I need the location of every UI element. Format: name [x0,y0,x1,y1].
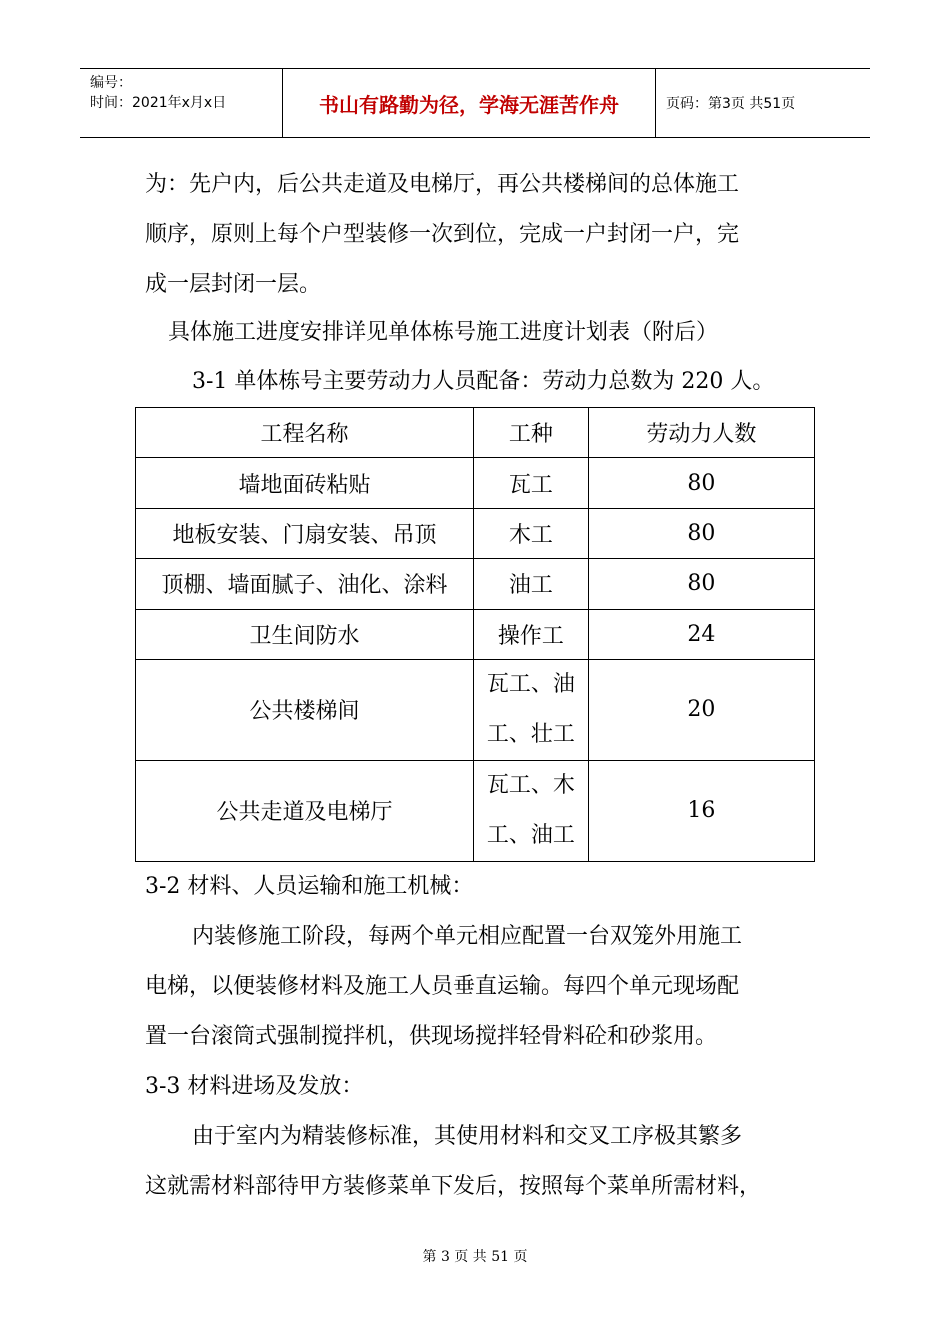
cell-trade-line: 瓦工、木 [486,772,575,798]
table-row [136,659,815,760]
table-header-row [136,408,815,458]
header-motto: 书山有路勤为径，学海无涯苦作舟 [283,69,656,137]
paragraph-line: 成一层封闭一层。 [145,272,322,297]
paragraph-line: 顺序，原则上每个户型装修一次到位，完成一户封闭一户，完 [145,222,740,247]
cell-trade [473,760,588,861]
labor-summary: 3-1 单体栋号主要劳动力人员配备：劳动力总数为 220 人。 [192,369,775,394]
cell-trade: 瓦工 [473,458,588,508]
document-time: 时间：2021年x月x日 [90,95,227,111]
cell-project-name: 顶棚、墙面腻子、油化、涂料 [136,559,474,609]
cell-count: 20 [588,659,814,760]
page-footer: 第 3 页 共 51 页 [422,1249,528,1265]
header-page-info: 页码：第3页 共51页 [666,96,796,112]
paragraph-line: 电梯，以便装修材料及施工人员垂直运输。每四个单元现场配 [145,974,740,999]
cell-trade: 木工 [473,508,588,558]
cell-count: 80 [588,458,814,508]
column-header: 工程名称 [136,408,474,458]
paragraph-line: 具体施工进度安排详见单体栋号施工进度计划表（附后） [168,320,719,345]
paragraph-line: 由于室内为精装修标准，其使用材料和交叉工序极其繁多 [192,1124,743,1149]
paragraph-line: 这就需材料部待甲方装修菜单下发后，按照每个菜单所需材料， [145,1174,762,1199]
cell-count: 80 [588,559,814,609]
paragraph-line: 置一台滚筒式强制搅拌机，供现场搅拌轻骨料砼和砂浆用。 [145,1024,718,1049]
cell-count: 24 [588,609,814,659]
cell-count: 16 [588,760,814,861]
paragraph-line: 为：先户内，后公共走道及电梯厅，再公共楼梯间的总体施工 [145,172,740,197]
cell-trade: 操作工 [473,609,588,659]
table-row [136,508,815,558]
cell-project-name: 公共走道及电梯厅 [136,760,474,861]
table-row [136,458,815,508]
page-header [80,68,870,138]
cell-trade-line: 瓦工、油 [486,671,575,697]
cell-project-name: 卫生间防水 [136,609,474,659]
section-heading: 3-3 材料进场及发放： [145,1074,364,1099]
cell-trade-line: 工、壮工 [486,721,575,747]
cell-trade-line: 工、油工 [486,822,575,848]
cell-trade [473,659,588,760]
table-row [136,760,815,861]
cell-project-name: 地板安装、门扇安装、吊顶 [136,508,474,558]
cell-project-name: 墙地面砖粘贴 [136,458,474,508]
cell-project-name: 公共楼梯间 [136,659,474,760]
column-header: 劳动力人数 [588,408,814,458]
cell-trade: 油工 [473,559,588,609]
column-header: 工种 [473,408,588,458]
labor-table [135,407,815,862]
header-meta [80,69,283,137]
table-row [136,559,815,609]
table-row [136,609,815,659]
document-number-label: 编号： [90,75,132,91]
section-heading: 3-2 材料、人员运输和施工机械： [145,874,474,899]
cell-count: 80 [588,508,814,558]
paragraph-line: 内装修施工阶段，每两个单元相应配置一台双笼外用施工 [192,924,743,949]
